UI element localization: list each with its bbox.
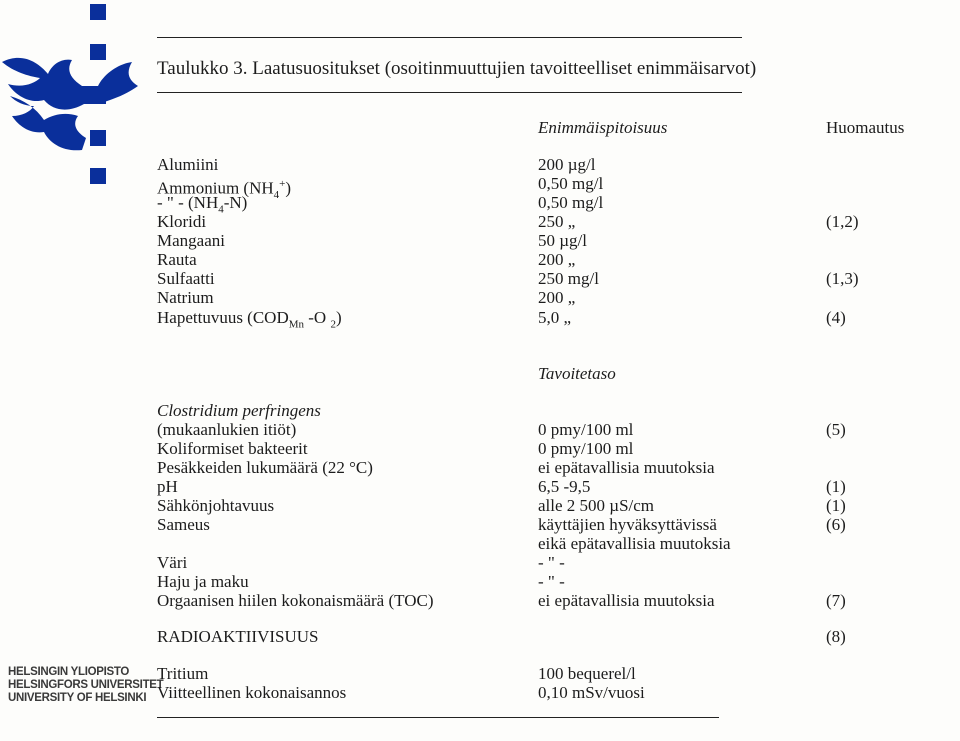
row-name: Alumiini: [157, 155, 219, 174]
table-row: [0, 269, 960, 289]
table-row: [0, 664, 960, 684]
table-row: [0, 572, 960, 592]
row-value: 250 mg/l: [538, 269, 599, 288]
row-name: Sameus: [157, 515, 210, 534]
row-value: 50 µg/l: [538, 231, 587, 250]
row-note: (1,3): [826, 269, 859, 288]
row-value: 0,50 mg/l: [538, 174, 604, 193]
university-name-sv: HELSINGFORS UNIVERSITET: [8, 679, 164, 691]
table-row: [0, 477, 960, 497]
table-row: [0, 308, 960, 331]
table-row: [0, 496, 960, 516]
row-note: (1): [826, 496, 846, 515]
table-row: [0, 231, 960, 251]
row-value: 0,10 mSv/vuosi: [538, 683, 645, 702]
row-note: (8): [826, 627, 846, 646]
row-name: - " - $(NH_4-N)$: [157, 193, 248, 216]
row-name: Väri: [157, 553, 188, 572]
row-name: Haju ja maku: [157, 572, 249, 591]
table-row: [0, 155, 960, 175]
row-name: Natrium: [157, 288, 214, 307]
row-name: (mukaanlukien itiöt): [157, 420, 297, 439]
table-row: [0, 553, 960, 573]
row-value: ei epätavallisia muutoksia: [538, 458, 715, 477]
section-header-radioactivity: RADIOAKTIIVISUUS: [157, 627, 319, 646]
column-header-note: Huomautus: [826, 118, 905, 137]
row-value: käyttäjien hyväksyttävissä: [538, 515, 717, 534]
row-note: (1,2): [826, 212, 859, 231]
title-rule: [157, 92, 742, 93]
table-row: [0, 458, 960, 478]
row-name: Tritium: [157, 664, 209, 683]
row-name: Hapettuvuus ($COD_{Mn}$ -O $_2$): [157, 308, 342, 331]
row-note: (5): [826, 420, 846, 439]
table-row: [0, 439, 960, 459]
top-rule: [157, 37, 742, 38]
row-name: Mangaani: [157, 231, 225, 250]
table-row: [0, 420, 960, 440]
row-note: (1): [826, 477, 846, 496]
row-value: 0 pmy/100 ml: [538, 439, 634, 458]
table-row: [0, 193, 960, 216]
table-row: [0, 401, 960, 421]
table-title: Taulukko 3. Laatusuositukset (osoitinmuuttujien tavoitteelliset enimmäisarvot): [157, 58, 757, 79]
row-value: 6,5 -9,5: [538, 477, 591, 496]
university-name-en: UNIVERSITY OF HELSINKI: [8, 692, 147, 704]
row-name: Orgaanisen hiilen kokonaismäärä (TOC): [157, 591, 434, 610]
row-name: Sähkönjohtavuus: [157, 496, 275, 515]
row-value: 100 bequerel/l: [538, 664, 636, 683]
bottom-rule: [157, 717, 719, 718]
row-value: 250 „: [538, 212, 576, 231]
row-value: alle 2 500 µS/cm: [538, 496, 655, 515]
row-name: Koliformiset bakteerit: [157, 439, 308, 458]
row-value: ei epätavallisia muutoksia: [538, 591, 715, 610]
row-value: 0,50 mg/l: [538, 193, 604, 212]
row-note: (6): [826, 515, 846, 534]
table-row: [0, 591, 960, 611]
table-row: [0, 212, 960, 232]
row-name: Kloridi: [157, 212, 207, 231]
row-name: pH: [157, 477, 178, 496]
row-name: Pesäkkeiden lukumäärä (22 °C): [157, 458, 373, 477]
table-row: [0, 515, 960, 535]
section-header-target-level: Tavoitetaso: [538, 364, 616, 383]
table-row: [0, 683, 960, 703]
row-value: 0 pmy/100 ml: [538, 420, 634, 439]
row-name: Ammonium $(NH_4^+)$: [157, 178, 292, 202]
row-name: Rauta: [157, 250, 197, 269]
row-note: (7): [826, 591, 846, 610]
row-name: Sulfaatti: [157, 269, 215, 288]
row-value: eikä epätavallisia muutoksia: [538, 534, 731, 553]
row-name: Clostridium perfringens: [157, 401, 321, 420]
row-name: Viitteellinen kokonaisannos: [157, 683, 347, 702]
column-header-value: Enimmäispitoisuus: [538, 118, 668, 137]
table-row: [0, 288, 960, 308]
row-value: 200 „: [538, 250, 576, 269]
table-row: [0, 250, 960, 270]
row-value: 200 „: [538, 288, 576, 307]
row-value: - " -: [538, 553, 565, 572]
row-value: 5,0 „: [538, 308, 572, 327]
table-row: [0, 534, 960, 554]
table-row: [0, 174, 960, 202]
row-value: 200 µg/l: [538, 155, 596, 174]
row-value: - " -: [538, 572, 565, 591]
university-name-fi: HELSINGIN YLIOPISTO: [8, 666, 130, 678]
row-note: (4): [826, 308, 846, 327]
section-header-row: [0, 627, 960, 647]
